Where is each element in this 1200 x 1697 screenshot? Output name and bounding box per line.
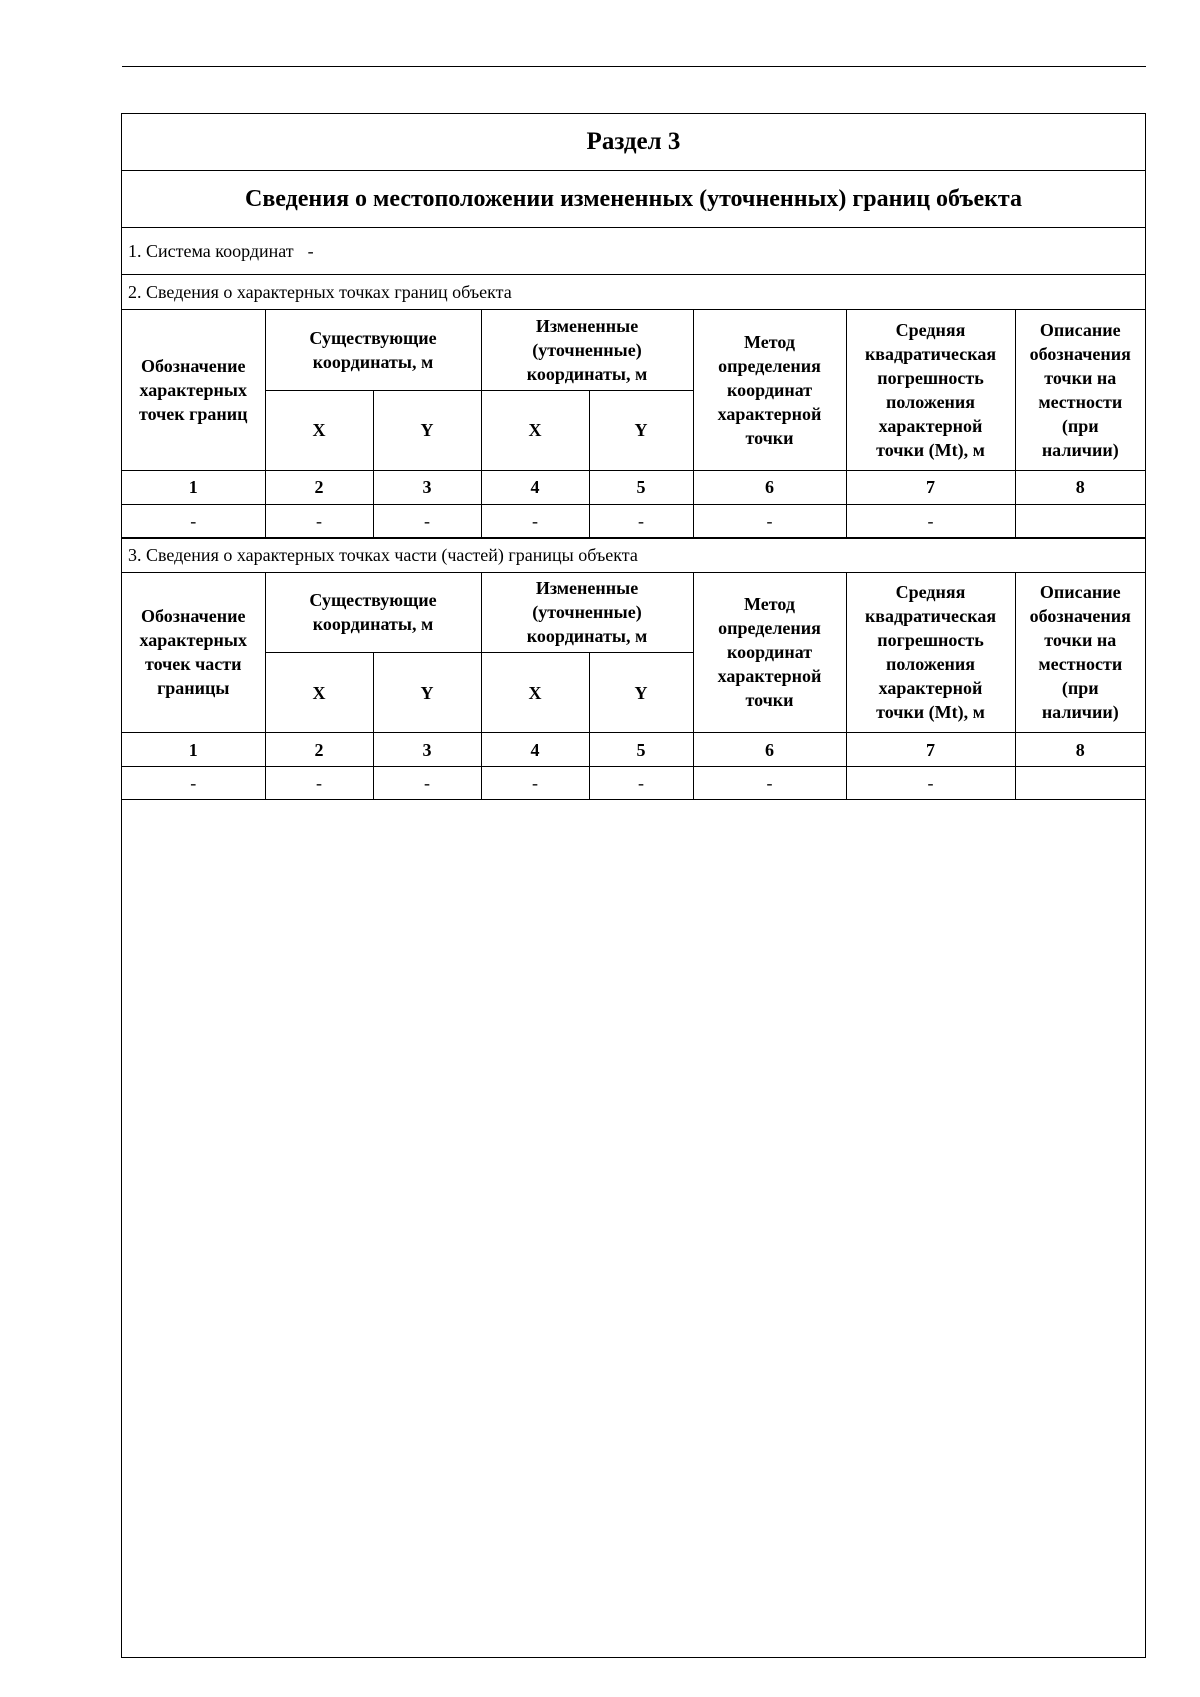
header-line: точки (Mt), м	[876, 439, 985, 460]
header-line: характерных	[139, 630, 247, 651]
table2-col-number: 1	[122, 733, 265, 767]
header-line: точек границ	[139, 403, 248, 424]
table2-existing-coords-header	[265, 573, 481, 653]
table1-cell: -	[846, 504, 1015, 537]
header-line: (уточненные)	[532, 602, 642, 623]
header-line: координаты, м	[312, 351, 434, 372]
table1-col-designation-lines	[122, 354, 265, 426]
table2-existing-x: X	[265, 653, 373, 733]
table1-col-designation-header	[122, 310, 265, 470]
table1-col-number: 6	[693, 470, 846, 504]
header-line: определения	[718, 355, 821, 376]
header-line: погрешность	[877, 630, 984, 651]
table1-col-number: 8	[1015, 470, 1145, 504]
header-line: местности	[1038, 654, 1123, 675]
section-subtitle: Сведения о местоположении измененных (уточненных) границ объекта	[122, 171, 1145, 228]
table1-col-number: 2	[265, 470, 373, 504]
table1-col-number: 7	[846, 470, 1015, 504]
header-line: Метод	[744, 594, 795, 615]
table1-col-number: 3	[373, 470, 481, 504]
table2-cell: -	[693, 767, 846, 800]
header-line: координаты, м	[526, 363, 648, 384]
header-line: точки на	[1044, 367, 1117, 388]
table2-existing-lines	[266, 588, 481, 636]
table2-cell: -	[589, 767, 693, 800]
table2-col-number: 8	[1015, 733, 1145, 767]
header-line: Обозначение	[140, 355, 246, 376]
table2-changed-x: X	[481, 653, 589, 733]
coord-system-row	[122, 228, 1145, 275]
header-line: погрешность	[877, 367, 984, 388]
header-line: точек части	[144, 654, 242, 675]
table2-error-header	[846, 573, 1015, 733]
header-line: наличии)	[1041, 702, 1119, 723]
header-line: границы	[157, 678, 230, 699]
table2-col-designation-lines	[122, 604, 265, 700]
table1-changed-lines	[482, 314, 693, 386]
header-line: положения	[885, 391, 976, 412]
header-line: Описание	[1039, 319, 1121, 340]
header-line: характерной	[878, 678, 983, 699]
table1-caption: 2. Сведения о характерных точках границ объекта	[122, 275, 1145, 310]
header-line: точки на	[1044, 630, 1117, 651]
header-line: обозначения	[1029, 343, 1131, 364]
table2-col-number: 5	[589, 733, 693, 767]
table1-changed-coords-header	[481, 310, 693, 390]
table2-changed-y: Y	[589, 653, 693, 733]
table1-existing-coords-header	[265, 310, 481, 390]
table1-cell: -	[589, 504, 693, 537]
table1-description-header	[1015, 310, 1145, 470]
coord-system-value: -	[307, 240, 314, 261]
table2-cell: -	[373, 767, 481, 800]
table1-method-header	[693, 310, 846, 470]
table1-error-lines	[847, 318, 1015, 462]
table1-existing-y: Y	[373, 390, 481, 470]
table1-changed-x: X	[481, 390, 589, 470]
table2-description-header	[1015, 573, 1145, 733]
coord-system-label: 1. Система координат	[128, 240, 294, 261]
table2-col-number: 2	[265, 733, 373, 767]
table2-col-designation-header	[122, 573, 265, 733]
table1-method-lines	[694, 330, 846, 450]
table2-description-lines	[1016, 580, 1145, 724]
header-line: (при	[1061, 415, 1099, 436]
table2-method-header	[693, 573, 846, 733]
header-line: Измененные	[535, 578, 639, 599]
table1-existing-lines	[266, 326, 481, 374]
table2-changed-coords-header	[481, 573, 693, 653]
table1-cell: -	[693, 504, 846, 537]
table1-description-lines	[1016, 318, 1145, 462]
table-row	[122, 504, 1145, 537]
table2-col-number: 3	[373, 733, 481, 767]
header-line: обозначения	[1029, 606, 1131, 627]
table2-cell: -	[265, 767, 373, 800]
table2-error-lines	[847, 580, 1015, 724]
table2-number-row	[122, 733, 1145, 767]
table1-cell: -	[373, 504, 481, 537]
header-line: характерной	[717, 666, 822, 687]
header-line: Обозначение	[140, 606, 246, 627]
header-line: определения	[718, 618, 821, 639]
table1-col-number: 4	[481, 470, 589, 504]
header-line: координаты, м	[312, 614, 434, 635]
header-line: координаты, м	[526, 626, 648, 647]
table2-cell	[1015, 767, 1145, 800]
header-line: координат	[726, 379, 813, 400]
table1-changed-y: Y	[589, 390, 693, 470]
table2-col-number: 6	[693, 733, 846, 767]
top-rule	[122, 66, 1146, 67]
table1-cell: -	[265, 504, 373, 537]
header-line: характерной	[878, 415, 983, 436]
header-line: точки	[745, 427, 794, 448]
header-line: Средняя	[895, 319, 966, 340]
table2-cell: -	[122, 767, 265, 800]
table2-col-number: 7	[846, 733, 1015, 767]
header-line: Метод	[744, 331, 795, 352]
header-line: (уточненные)	[532, 339, 642, 360]
header-line: квадратическая	[864, 606, 997, 627]
header-line: координат	[726, 642, 813, 663]
table1-cell: -	[481, 504, 589, 537]
table-row	[122, 767, 1145, 800]
table1	[122, 310, 1145, 538]
section-title: Раздел 3	[122, 114, 1145, 171]
table2-changed-lines	[482, 576, 693, 648]
header-line: наличии)	[1041, 439, 1119, 460]
table2-col-number: 4	[481, 733, 589, 767]
header-line: точки (Mt), м	[876, 702, 985, 723]
table2-existing-y: Y	[373, 653, 481, 733]
table1-cell	[1015, 504, 1145, 537]
table2-cell: -	[481, 767, 589, 800]
header-line: квадратическая	[864, 343, 997, 364]
table1-number-row	[122, 470, 1145, 504]
table1-cell: -	[122, 504, 265, 537]
table1-existing-x: X	[265, 390, 373, 470]
table2-cell: -	[846, 767, 1015, 800]
header-line: Описание	[1039, 582, 1121, 603]
header-line: характерных	[139, 379, 247, 400]
table2-method-lines	[694, 592, 846, 712]
header-line: Средняя	[895, 582, 966, 603]
document-frame	[121, 113, 1146, 1658]
header-line: Существующие	[309, 327, 437, 348]
table1-error-header	[846, 310, 1015, 470]
header-line: (при	[1061, 678, 1099, 699]
header-line: местности	[1038, 391, 1123, 412]
header-line: Существующие	[309, 590, 437, 611]
table1-col-number: 1	[122, 470, 265, 504]
table2-caption: 3. Сведения о характерных точках части (частей) границы объекта	[122, 538, 1145, 573]
table1-col-number: 5	[589, 470, 693, 504]
header-line: Измененные	[535, 315, 639, 336]
table2	[122, 573, 1145, 801]
header-line: положения	[885, 654, 976, 675]
header-line: точки	[745, 690, 794, 711]
header-line: характерной	[717, 403, 822, 424]
